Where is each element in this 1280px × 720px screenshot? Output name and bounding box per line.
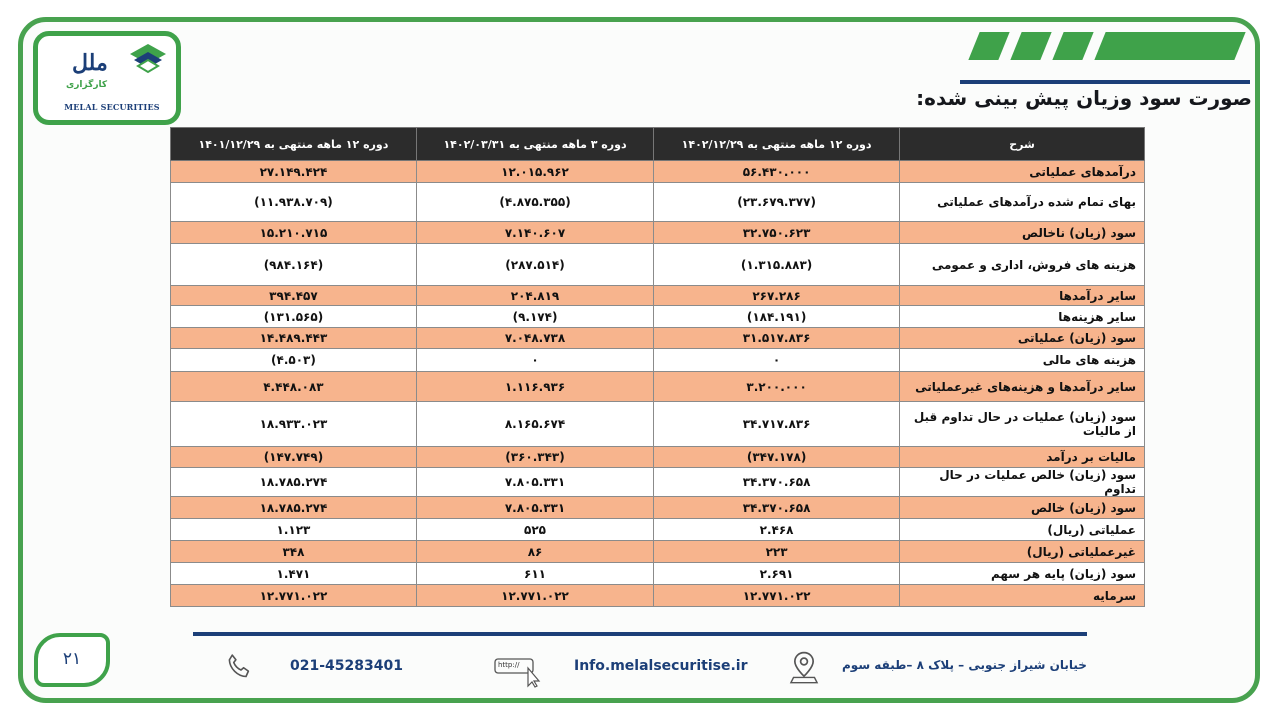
cell-value: ۱۲.۷۷۱.۰۲۲ [654, 585, 900, 607]
table-row [171, 372, 1145, 402]
row-label: سایر هزینه‌ها [900, 306, 1145, 328]
cell-value: (۳۶۰.۳۴۳) [416, 447, 653, 468]
cell-value: ۳۲.۷۵۰.۶۲۳ [654, 222, 900, 244]
cell-value: (۴.۸۷۵.۳۵۵) [416, 183, 653, 222]
header-stripe [1010, 32, 1051, 60]
header-stripe [1094, 32, 1245, 60]
table-row [171, 468, 1145, 497]
cell-value: ۲.۶۹۱ [654, 563, 900, 585]
cell-value: (۹.۱۷۴) [416, 306, 653, 328]
cell-value: ۷.۰۴۸.۷۳۸ [416, 328, 653, 349]
cell-value: ۲۰۴.۸۱۹ [416, 286, 653, 306]
table-row [171, 328, 1145, 349]
cell-value: ۵۲۵ [416, 519, 653, 541]
cell-value: ۳۴.۳۷۰.۶۵۸ [654, 497, 900, 519]
cell-value: ۱۸.۹۳۳.۰۲۳ [171, 402, 417, 447]
cell-value: ۲.۴۶۸ [654, 519, 900, 541]
footer-divider [193, 632, 1087, 636]
phone-icon [224, 652, 254, 682]
table-row [171, 447, 1145, 468]
cell-value: ۱۴.۴۸۹.۴۴۳ [171, 328, 417, 349]
row-label: سود (زیان) پایه هر سهم [900, 563, 1145, 585]
cell-value: ۳.۲۰۰.۰۰۰ [654, 372, 900, 402]
cell-value: (۱۴۷.۷۴۹) [171, 447, 417, 468]
row-label: سود (زیان) خالص عملیات در حال تداوم [900, 468, 1145, 497]
cell-value: ۵۶.۴۳۰.۰۰۰ [654, 161, 900, 183]
cell-value: ۳۴.۳۷۰.۶۵۸ [654, 468, 900, 497]
location-pin-icon [788, 650, 820, 684]
table-row [171, 519, 1145, 541]
table-header-row [171, 128, 1145, 161]
cell-value: ۱۸.۷۸۵.۲۷۴ [171, 468, 417, 497]
page-number-badge [34, 633, 110, 687]
row-label: سود (زیان) عملیات در حال تداوم قبل از مالیات [900, 402, 1145, 447]
table-row [171, 585, 1145, 607]
row-label: درآمدهای عملیاتی [900, 161, 1145, 183]
cell-value: (۲۳.۶۷۹.۳۷۷) [654, 183, 900, 222]
cell-value: ۳۹۴.۴۵۷ [171, 286, 417, 306]
cell-value: ۸۶ [416, 541, 653, 563]
cell-value: ۱۲.۰۱۵.۹۶۲ [416, 161, 653, 183]
page-number: ۲۱ [62, 649, 82, 669]
table-row [171, 541, 1145, 563]
cell-value: ۰ [416, 349, 653, 372]
table-row [171, 402, 1145, 447]
cell-value: ۶۱۱ [416, 563, 653, 585]
table-row [171, 222, 1145, 244]
title-underline [960, 80, 1250, 84]
column-header-period-2: دوره ۳ ماهه منتهی به ۱۴۰۲/۰۳/۳۱ [416, 128, 653, 161]
cell-value: ۲۶۷.۲۸۶ [654, 286, 900, 306]
cell-value: (۱۸۴.۱۹۱) [654, 306, 900, 328]
row-label: عملیاتی (ریال) [900, 519, 1145, 541]
column-header-period-1: دوره ۱۲ ماهه منتهی به ۱۴۰۲/۱۲/۲۹ [654, 128, 900, 161]
row-label: سود (زیان) خالص [900, 497, 1145, 519]
row-label: مالیات بر درآمد [900, 447, 1145, 468]
website-email[interactable]: Info.melalsecuritise.ir [574, 658, 748, 674]
company-logo [33, 31, 181, 125]
cell-value: (۱۱.۹۳۸.۷۰۹) [171, 183, 417, 222]
row-label: هزینه های مالی [900, 349, 1145, 372]
phone-number[interactable]: 021-45283401 [290, 658, 403, 674]
logo-subtitle-fa: کارگزاری [66, 80, 108, 90]
row-label: سایر درآمدها و هزینه‌های غیرعملیاتی [900, 372, 1145, 402]
income-statement-table [170, 127, 1145, 607]
cell-value: ۱۲.۷۷۱.۰۲۲ [171, 585, 417, 607]
cell-value: ۷.۸۰۵.۳۳۱ [416, 468, 653, 497]
cell-value: (۹۸۴.۱۶۴) [171, 244, 417, 286]
cell-value: ۴.۴۴۸.۰۸۳ [171, 372, 417, 402]
row-label: سرمایه [900, 585, 1145, 607]
header-stripes [966, 32, 1246, 60]
table-row [171, 349, 1145, 372]
table-row [171, 497, 1145, 519]
row-label: هزینه های فروش، اداری و عمومی [900, 244, 1145, 286]
cell-value: ۱.۴۷۱ [171, 563, 417, 585]
cell-value: ۸.۱۶۵.۶۷۴ [416, 402, 653, 447]
cell-value: ۳۴.۷۱۷.۸۳۶ [654, 402, 900, 447]
row-label: بهای تمام شده درآمدهای عملیاتی [900, 183, 1145, 222]
header-stripe [1052, 32, 1093, 60]
table-row [171, 161, 1145, 183]
cell-value: ۳۱.۵۱۷.۸۳۶ [654, 328, 900, 349]
table-row [171, 563, 1145, 585]
cell-value: ۲۲۳ [654, 541, 900, 563]
cell-value: (۱۳۱.۵۶۵) [171, 306, 417, 328]
table-row [171, 306, 1145, 328]
cell-value: (۴.۵۰۳) [171, 349, 417, 372]
table-row [171, 286, 1145, 306]
cell-value: ۳۴۸ [171, 541, 417, 563]
table-row [171, 244, 1145, 286]
office-address: خیابان شیراز جنوبی – پلاک ۸ –طبقه سوم [842, 658, 1087, 672]
cell-value: ۱.۱۱۶.۹۳۶ [416, 372, 653, 402]
cell-value: ۱۵.۲۱۰.۷۱۵ [171, 222, 417, 244]
cell-value: ۷.۱۴۰.۶۰۷ [416, 222, 653, 244]
cell-value: ۲۷.۱۴۹.۴۲۴ [171, 161, 417, 183]
cell-value: ۱۸.۷۸۵.۲۷۴ [171, 497, 417, 519]
logo-emblem-icon [128, 42, 168, 78]
column-header-period-3: دوره ۱۲ ماهه منتهی به ۱۴۰۱/۱۲/۲۹ [171, 128, 417, 161]
logo-name-en: MELAL SECURITIES [64, 102, 160, 112]
cell-value: (۱.۳۱۵.۸۸۳) [654, 244, 900, 286]
web-link-icon-text: http:// [498, 661, 520, 669]
row-label: سایر درآمدها [900, 286, 1145, 306]
cell-value: (۳۴۷.۱۷۸) [654, 447, 900, 468]
cell-value: ۱.۱۲۳ [171, 519, 417, 541]
column-header-description: شرح [900, 128, 1145, 161]
logo-name-fa: ملل [72, 50, 108, 76]
header-stripe [968, 32, 1009, 60]
cell-value: ۱۲.۷۷۱.۰۲۲ [416, 585, 653, 607]
table-row [171, 183, 1145, 222]
cell-value: (۲۸۷.۵۱۴) [416, 244, 653, 286]
cell-value: ۰ [654, 349, 900, 372]
row-label: سود (زیان) ناخالص [900, 222, 1145, 244]
cell-value: ۷.۸۰۵.۳۳۱ [416, 497, 653, 519]
page-title: صورت سود وزیان پیش بینی شده: [916, 86, 1252, 110]
row-label: سود (زیان) عملیاتی [900, 328, 1145, 349]
row-label: غیرعملیاتی (ریال) [900, 541, 1145, 563]
